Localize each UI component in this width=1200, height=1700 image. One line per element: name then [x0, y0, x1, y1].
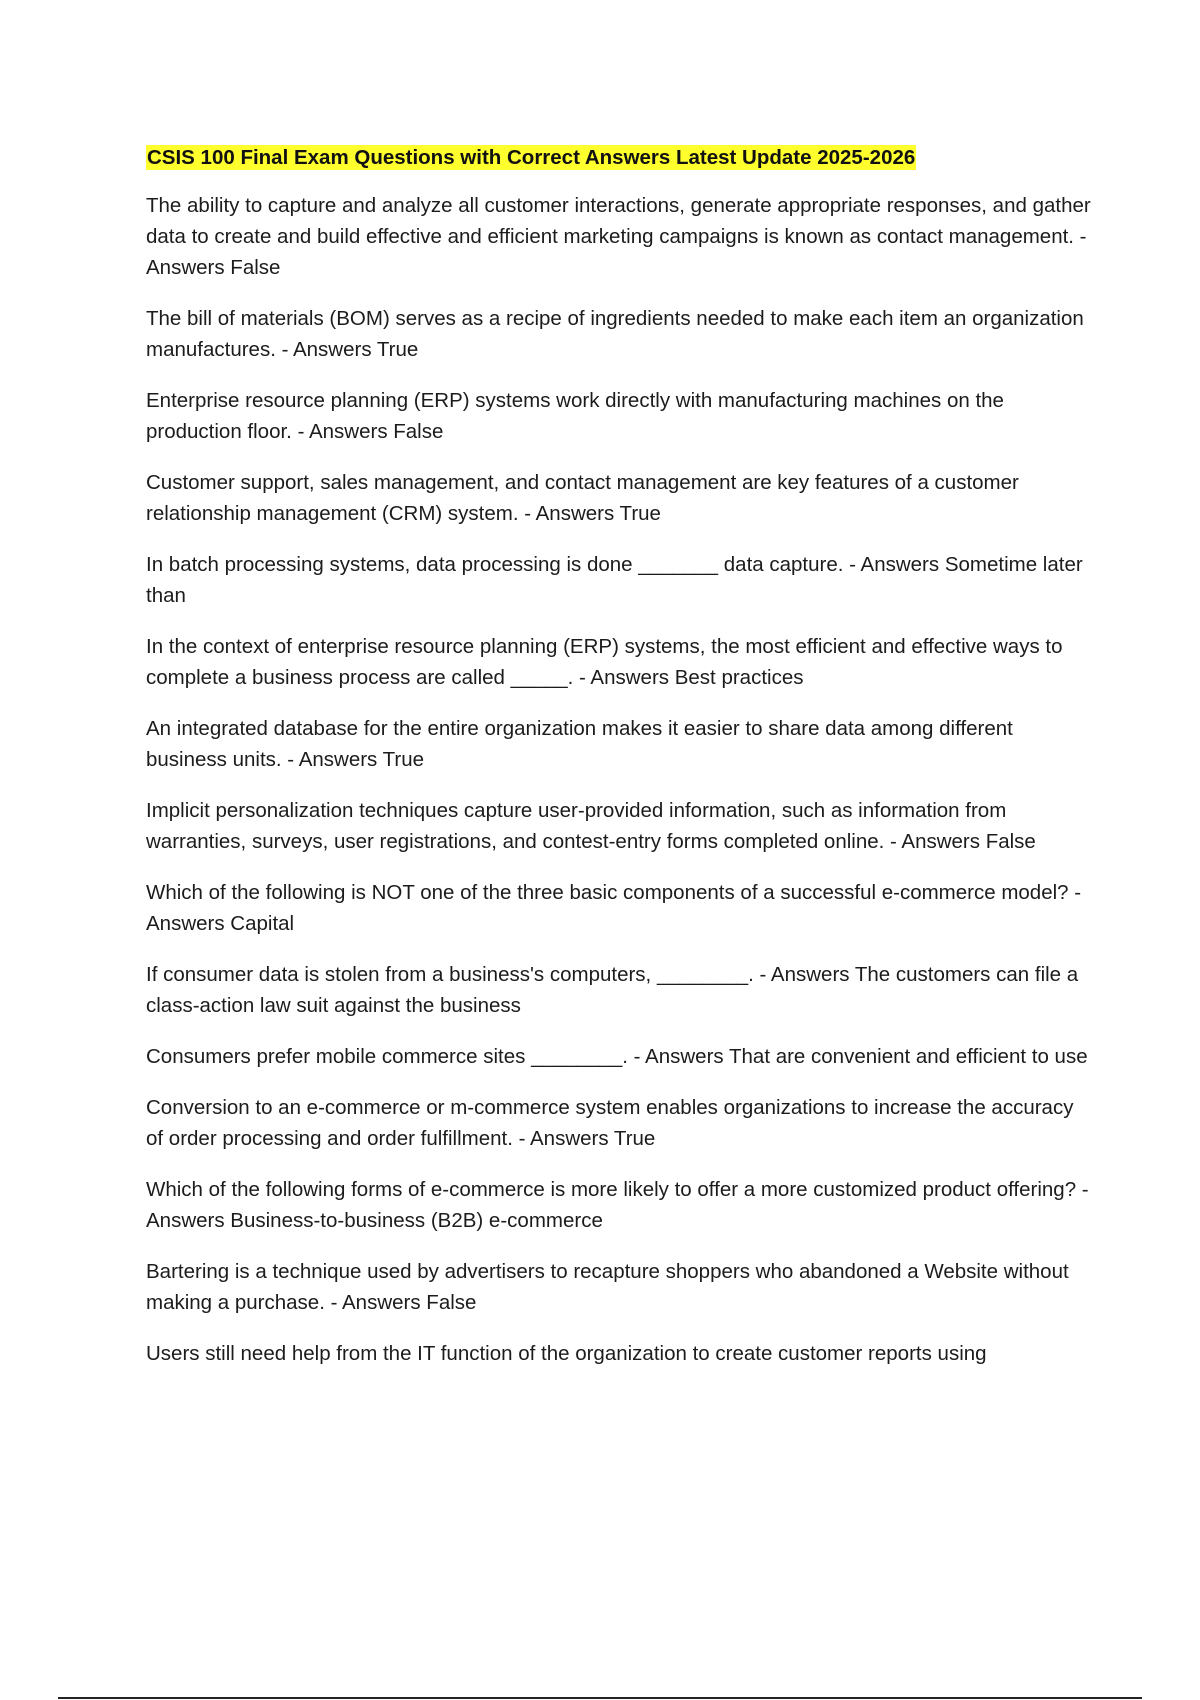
- qa-item: An integrated database for the entire organization makes it easier to share data among different business units. - Answers True: [146, 717, 1013, 771]
- qa-item: Implicit personalization techniques capture user-provided information, such as information from warranties, surveys, user registrations, and contest-entry forms completed online. - Answers False: [146, 799, 1036, 853]
- qa-item: If consumer data is stolen from a business's computers, ________. - Answers The customers can file a class-action law suit against the business: [146, 963, 1079, 1017]
- qa-item: Bartering is a technique used by advertisers to recapture shoppers who abandoned a Website without making a purchase. - Answers False: [146, 1260, 1069, 1314]
- qa-item: Customer support, sales management, and contact management are key features of a customer relationship management (CRM) system. - Answers True: [146, 471, 1019, 525]
- document-title: CSIS 100 Final Exam Questions with Correct Answers Latest Update 2025-2026: [147, 146, 916, 169]
- qa-item: In the context of enterprise resource planning (ERP) systems, the most efficient and effective ways to complete a business process are called _____. - Answers Best practices: [146, 635, 1063, 689]
- footer-divider: [58, 1697, 1142, 1699]
- qa-item: Users still need help from the IT function of the organization to create customer reports using: [146, 1342, 987, 1365]
- qa-item: Conversion to an e-commerce or m-commerce system enables organizations to increase the accuracy of order processing and order fulfillment. - Answers True: [146, 1096, 1074, 1150]
- qa-item: In batch processing systems, data processing is done _______ data capture. - Answers Sometime later than: [146, 553, 1083, 607]
- qa-item: Enterprise resource planning (ERP) systems work directly with manufacturing machines on the production floor. - Answers False: [146, 389, 1004, 443]
- qa-item: The bill of materials (BOM) serves as a recipe of ingredients needed to make each item an organization manufactures. - Answers True: [146, 307, 1084, 361]
- qa-item: Which of the following forms of e-commerce is more likely to offer a more customized product offering? - Answers Business-to-business (B2B) e-commerce: [146, 1178, 1089, 1232]
- document-body: [146, 144, 1096, 1389]
- qa-item: Consumers prefer mobile commerce sites ________. - Answers That are convenient and efficient to use: [146, 1045, 1088, 1068]
- qa-item: Which of the following is NOT one of the three basic components of a successful e-commerce model? - Answers Capital: [146, 881, 1082, 935]
- qa-item: The ability to capture and analyze all customer interactions, generate appropriate responses, and gather data to create and build effective and efficient marketing campaigns is known as contact management. - Answers False: [146, 194, 1091, 279]
- title-block: [146, 144, 1096, 174]
